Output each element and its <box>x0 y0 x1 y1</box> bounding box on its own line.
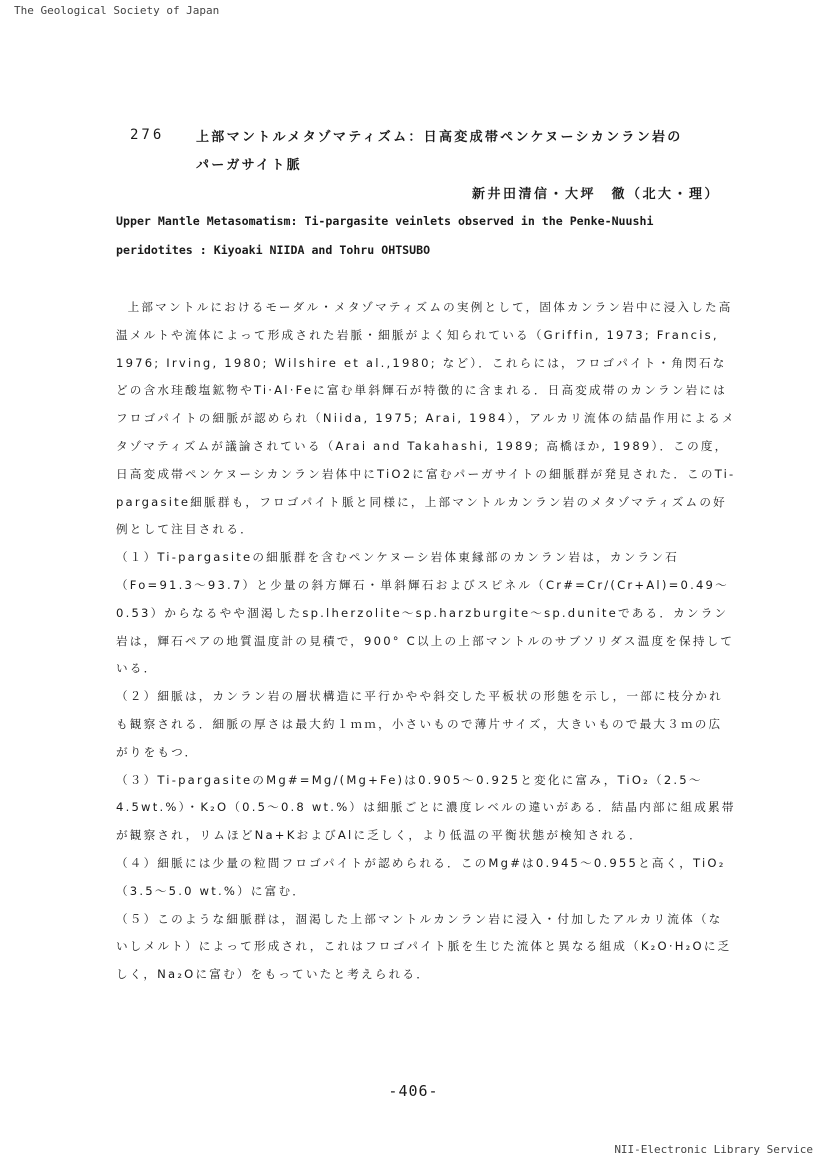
item-5-paragraph: （５）このような細脈群は，涸渇した上部マントルカンラン岩に浸入・付加したアルカリ流体（ないしメルト）によって形成され，これはフロゴパイト脈を生じた流体と異なる組成（K₂O·H₂Oに乏しく，Na₂Oに富む）をもっていたと考えられる． <box>116 911 732 982</box>
title-ja-line-2: パーガサイト脈 <box>196 158 302 173</box>
title-en-line-2: peridotites : Kiyoaki NIIDA and Tohru OHTSUBO <box>116 243 431 257</box>
page-number: -406- <box>388 1082 439 1100</box>
society-header: The Geological Society of Japan <box>14 4 220 17</box>
library-service-footer: NII-Electronic Library Service <box>614 1143 813 1156</box>
intro-paragraph: 上部マントルにおけるモーダル・メタゾマティズムの実例として，固体カンラン岩中に浸入した高温メルトや流体によって形成された岩脈・細脈がよく知られている（Griffin, 1973; Francis, 1976; Irving, 1980; Wilshire et al.,1980; など）．これらには，フロゴパイト・角閃石などの含水珪酸塩鉱物やTi·Al·Feに富む単斜輝石が特徴的に含まれる．日高変成帯のカンラン岩にはフロゴパイトの細脈が認められ（Niida, 1975; Arai, 1984），アルカリ流体の結晶作用によるメタゾマティズムが議論されている（Arai and Takahashi, 1989; 高橋ほか, 1989）．この度，日高変成帯ペンケヌーシカンラン岩体中にTiO2に富むパーガサイトの細脈群が発見された．このTi-pargasite細脈群も，フロゴパイト脈と同様に，上部マントルカンラン岩のメタゾマティズムの好例として注目される． <box>116 300 736 537</box>
item-4-paragraph: （４）細脈には少量の粒間フロゴパイトが認められる．このMg#は0.945～0.955と高く，TiO₂（3.5～5.0 wt.%）に富む． <box>116 855 726 898</box>
abstract-body <box>116 294 736 989</box>
title-ja-line-1: 上部マントルメタゾマティズム：日高変成帯ペンケヌーシカンラン岩の <box>196 130 683 145</box>
item-2-paragraph: （２）細脈は，カンラン岩の層状構造に平行かやや斜交した平板状の形態を示し，一部に枝分かれも観察される．細脈の厚さは最大約１ｍｍ，小さいもので薄片サイズ，大きいもので最大３ｍの広がりをもつ． <box>116 689 723 759</box>
authors-ja: 新井田清信・大坪 徹（北大・理） <box>471 187 720 202</box>
title-en-line-1: Upper Mantle Metasomatism: Ti-pargasite veinlets observed in the Penke-Nuushi <box>116 214 654 228</box>
abstract-number: 276 <box>130 127 165 143</box>
item-3-paragraph: （３）Ti-pargasiteのMg#=Mg/(Mg+Fe)は0.905～0.925と変化に富み，TiO₂（2.5～4.5wt.%）・K₂O（0.5～0.8 wt.%）は細脈ごとに濃度レベルの違いがある．結晶内部に組成累帯が観察され，リムほどNa+KおよびAlに乏しく，より低温の平衡状態が検知される． <box>116 772 736 843</box>
item-1-paragraph: （１）Ti-pargasiteの細脈群を含むペンケヌーシ岩体東縁部のカンラン岩は，カンラン石（Fo=91.3～93.7）と少量の斜方輝石・単斜輝石およびスピネル（Cr#=Cr/(Cr+Al)=0.49～0.53）からなるやや涸渇したsp.lherzolite～sp.harzburgite～sp.duniteである．カンラン岩は，輝石ペアの地質温度計の見積で，900° C以上の上部マントルのサブソリダス温度を保持している． <box>116 550 735 676</box>
